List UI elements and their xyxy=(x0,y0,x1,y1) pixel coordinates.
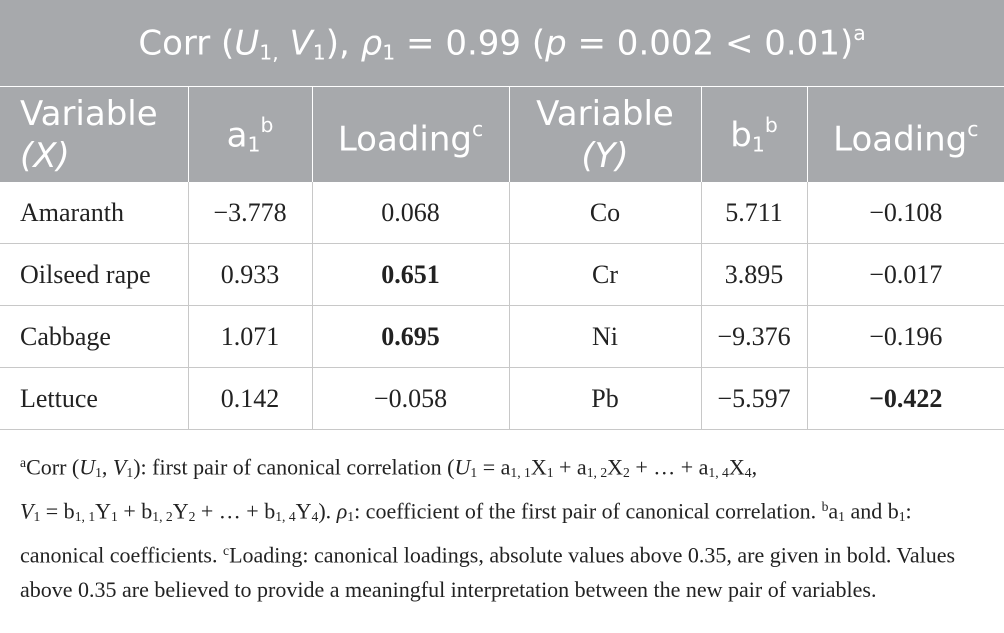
cell-a1: 0.933 xyxy=(188,244,312,306)
header-a1: $a_1^b$ xyxy=(188,87,312,183)
cell-a1: −3.778 xyxy=(188,182,312,244)
cell-loading-y: −0.108 xyxy=(807,182,1004,244)
cell-variable-y: Cr xyxy=(509,244,701,306)
cell-variable-y: Pb xyxy=(509,368,701,430)
cell-loading-y: −0.017 xyxy=(807,244,1004,306)
cell-variable-x: Amaranth xyxy=(0,182,188,244)
cell-a1: 0.142 xyxy=(188,368,312,430)
cell-variable-y: Co xyxy=(509,182,701,244)
table-row xyxy=(0,368,1004,430)
cell-b1: 3.895 xyxy=(701,244,807,306)
table-row xyxy=(0,244,1004,306)
header-loading-y: Loading$^c$ xyxy=(807,87,1004,183)
cell-a1: 1.071 xyxy=(188,306,312,368)
cell-loading-x: −0.058 xyxy=(312,368,509,430)
cell-loading-x: 0.695 xyxy=(312,306,509,368)
table-footnote: $^a$Corr ($U_1$, $V_1$): first pair of canonical correlation ($U_1 = a_{1, 1}X_1 + a_{1, 2}X_2$ + … + $a_{1, 4}X_4$, $V_1 = b_{1, 1}Y_1 + b_{1, 2}Y_2$ + … + $b_{1, 4}Y_4$). $\rho_1$: coefficient of the first pair of canonical correlation. $^ba_1$ and $b_1$: canonical coefficients. $^c$Loading: canonical loadings, absolute values above 0.35, are given in bold. Values above 0.35 are believed to provide a meaningful interpretation between the new pair of variables. xyxy=(20,454,956,602)
table-row xyxy=(0,182,1004,244)
cell-loading-x: 0.651 xyxy=(312,244,509,306)
table-row xyxy=(0,306,1004,368)
cell-variable-y: Ni xyxy=(509,306,701,368)
cell-b1: 5.711 xyxy=(701,182,807,244)
header-variable-y: Variable (Y) xyxy=(509,87,701,183)
header-b1: $b_1^b$ xyxy=(701,87,807,183)
cell-loading-x: 0.068 xyxy=(312,182,509,244)
cell-loading-y: −0.422 xyxy=(807,368,1004,430)
cell-variable-x: Oilseed rape xyxy=(0,244,188,306)
cell-b1: −9.376 xyxy=(701,306,807,368)
cell-b1: −5.597 xyxy=(701,368,807,430)
cell-variable-x: Lettuce xyxy=(0,368,188,430)
cell-loading-y: −0.196 xyxy=(807,306,1004,368)
table-title: Corr ($U_{1,}$ $V_1$), $\rho_1 = 0.99$ (p = 0.002 < 0.01)$^a$ xyxy=(0,0,1004,87)
table-title-row xyxy=(0,0,1004,87)
header-variable-x: Variable (X) xyxy=(0,87,188,183)
cell-variable-x: Cabbage xyxy=(0,306,188,368)
table-header-row xyxy=(0,87,1004,183)
header-loading-x: Loading$^c$ xyxy=(312,87,509,183)
